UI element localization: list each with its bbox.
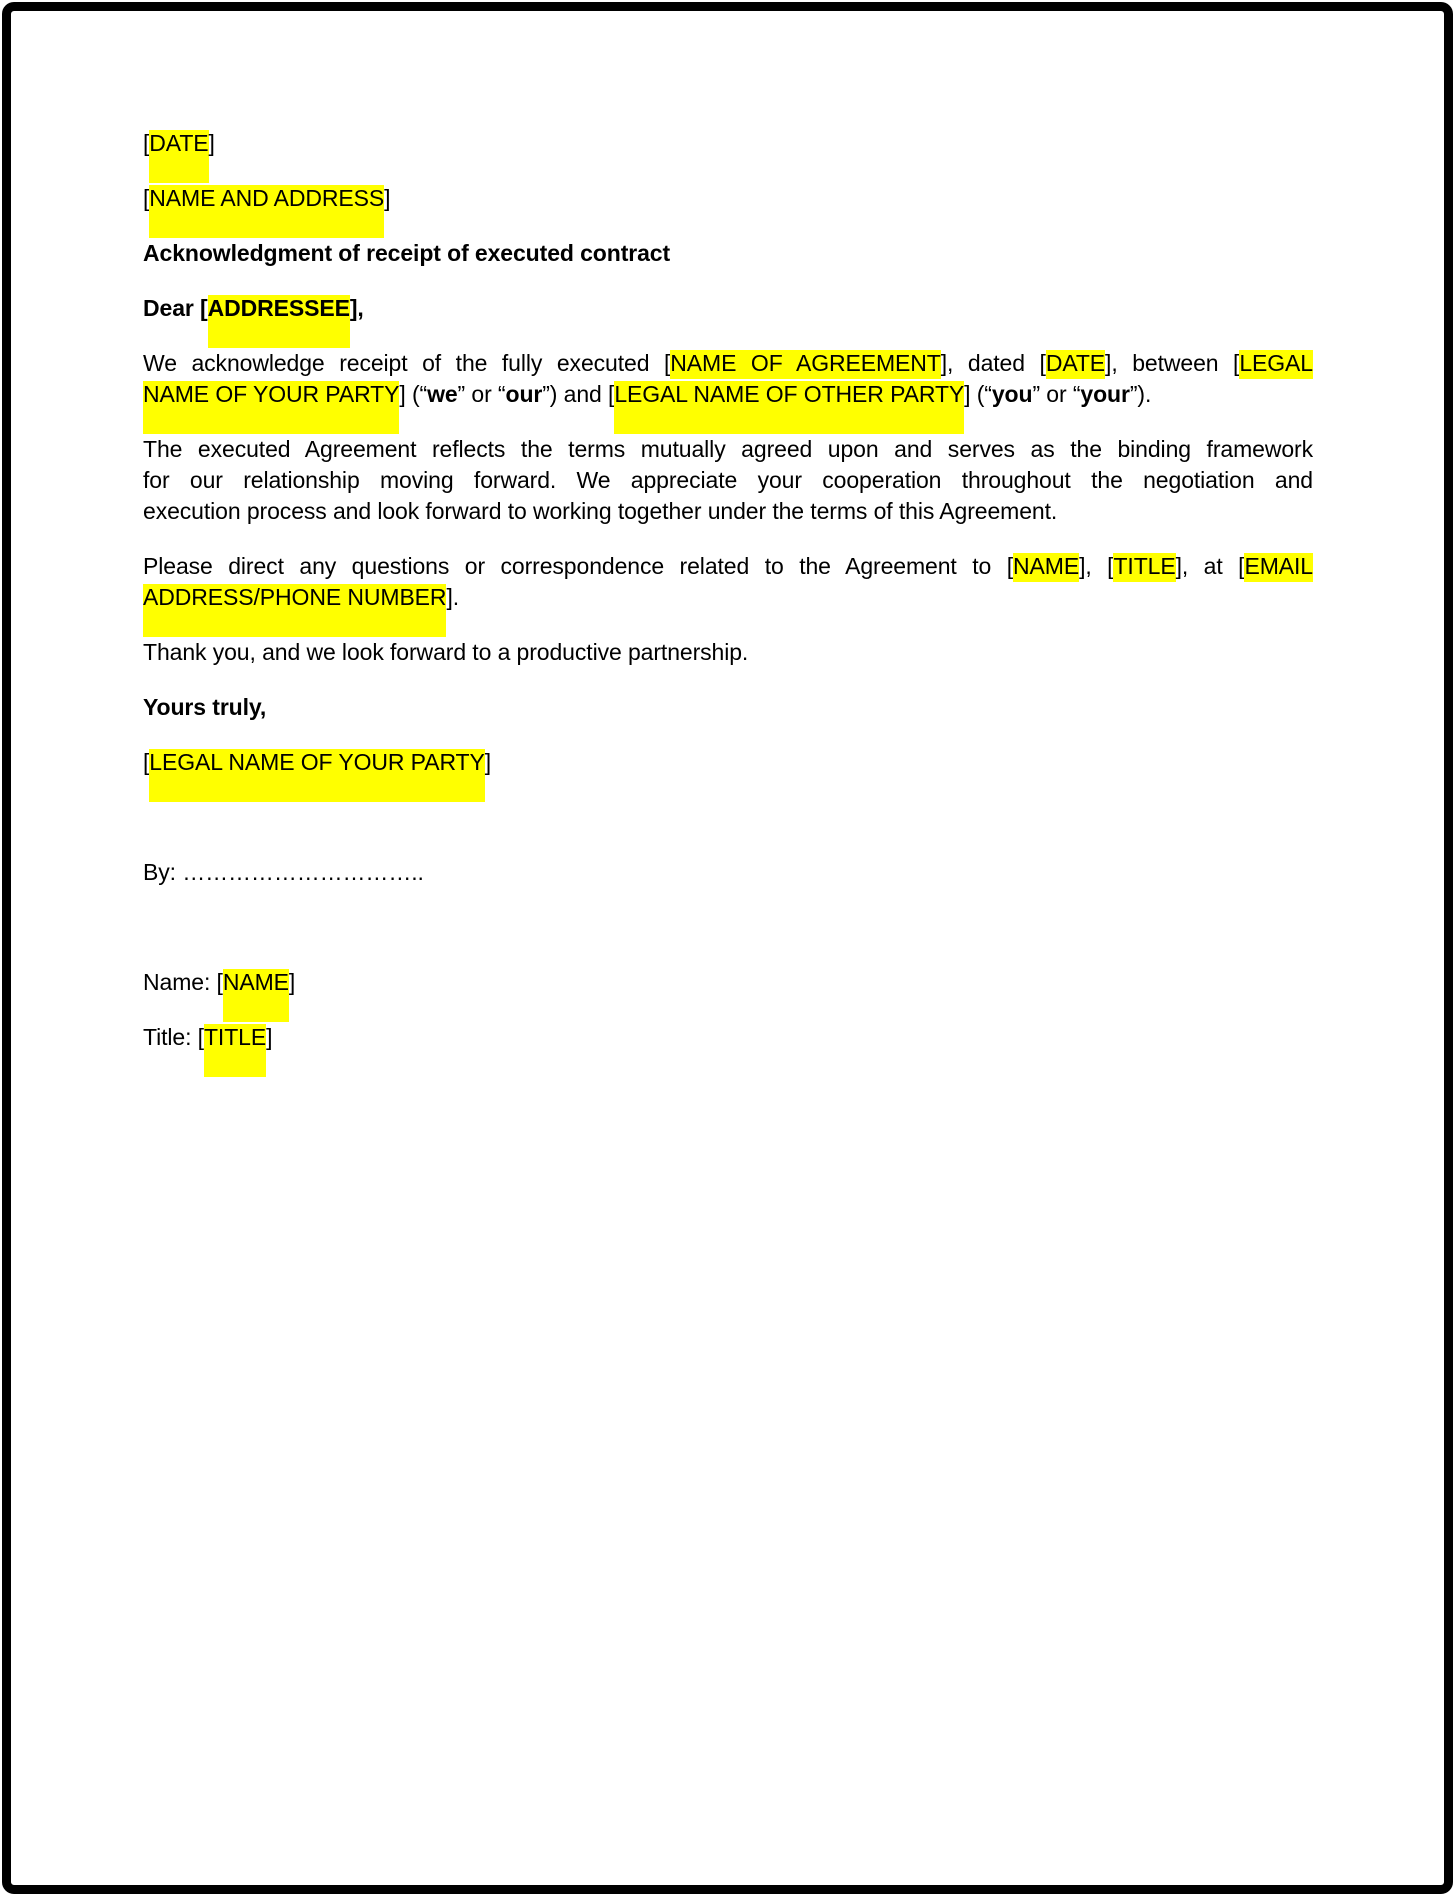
placeholder-highlight: TITLE — [204, 1024, 266, 1077]
text-segment: ] — [484, 749, 492, 775]
text-line — [143, 582, 1313, 613]
text-segment: ] — [208, 130, 215, 156]
salutation-line — [143, 293, 1313, 324]
text-line — [143, 293, 1313, 324]
text-segment: Please direct any questions or correspondence related to the Agreement to [ — [143, 553, 1014, 579]
placeholder-highlight: NAME OF YOUR PARTY — [143, 381, 399, 434]
text-segment: execution process and look forward to working together under the terms of this Agreement. — [143, 498, 1058, 524]
subject-line — [143, 238, 1313, 269]
text-segment: we — [427, 381, 458, 407]
text-segment: ] (“ — [964, 381, 992, 407]
text-line — [143, 912, 1313, 943]
text-line — [143, 637, 1313, 668]
text-segment: ] (“ — [399, 381, 428, 407]
placeholder-highlight: NAME — [223, 969, 289, 1022]
placeholder-highlight: EMAIL — [1244, 553, 1313, 582]
paragraph-acknowledgment — [143, 348, 1313, 410]
closing-line — [143, 692, 1313, 723]
text-segment: Thank you, and we look forward to a productive partnership. — [143, 639, 749, 665]
text-segment: The executed Agreement reflects the terms mutually agreed upon and serves as the binding framework — [143, 436, 1313, 462]
placeholder-highlight: NAME AND ADDRESS — [149, 185, 384, 238]
placeholder-highlight: ADDRESS/PHONE NUMBER — [143, 584, 446, 637]
placeholder-highlight: NAME OF AGREEMENT — [670, 350, 940, 379]
text-line — [143, 551, 1313, 582]
text-line — [143, 465, 1313, 496]
text-line — [143, 967, 1313, 998]
text-segment: Acknowledgment of receipt of executed contract — [143, 240, 671, 266]
placeholder-highlight: LEGAL NAME OF OTHER PARTY — [614, 381, 964, 434]
placeholder-highlight: LEGAL — [1239, 350, 1313, 379]
text-segment: your — [1080, 381, 1130, 407]
text-line — [143, 692, 1313, 723]
text-segment: ], between [ — [1105, 350, 1240, 376]
text-segment: ”) and [ — [542, 381, 615, 407]
text-segment: ] — [266, 1024, 273, 1050]
recipient-address-line — [143, 183, 1313, 214]
text-segment: ” or “ — [457, 381, 506, 407]
letter-body — [143, 128, 1313, 1077]
text-line — [143, 183, 1313, 214]
text-segment: ], [ — [1079, 553, 1114, 579]
text-segment: ]. — [446, 584, 460, 610]
text-segment: [ — [143, 749, 150, 775]
signature-company-line — [143, 747, 1313, 778]
text-segment: [ — [143, 185, 150, 211]
placeholder-highlight: DATE — [1046, 350, 1105, 379]
text-segment: [ — [143, 130, 150, 156]
text-line — [143, 348, 1313, 379]
text-segment: for our relationship moving forward. We appreciate your cooperation throughout the negotiation and — [143, 467, 1313, 493]
text-segment: you — [991, 381, 1033, 407]
spacer-line — [143, 802, 1313, 833]
paragraph-thanks — [143, 637, 1313, 668]
text-line — [143, 128, 1313, 159]
date-line — [143, 128, 1313, 159]
text-segment: We acknowledge receipt of the fully executed [ — [143, 350, 671, 376]
placeholder-highlight: ADDRESSEE — [208, 295, 350, 348]
text-line — [143, 434, 1313, 465]
text-line — [143, 379, 1313, 410]
text-segment: Name: [ — [143, 969, 223, 995]
text-segment: ” or “ — [1032, 381, 1081, 407]
text-line — [143, 1022, 1313, 1053]
text-segment: ”). — [1129, 381, 1152, 407]
text-line — [143, 238, 1313, 269]
text-segment: our — [505, 381, 543, 407]
text-segment: ], — [349, 295, 364, 321]
text-segment: Dear [ — [143, 295, 208, 321]
placeholder-highlight: LEGAL NAME OF YOUR PARTY — [149, 749, 484, 802]
text-line — [143, 802, 1313, 833]
text-segment: ] — [288, 969, 296, 995]
signature-title-line — [143, 1022, 1313, 1053]
paragraph-contact — [143, 551, 1313, 613]
text-line — [143, 496, 1313, 527]
signature-by-line — [143, 857, 1313, 888]
text-line — [143, 747, 1313, 778]
text-segment: ], dated [ — [940, 350, 1046, 376]
paragraph-terms — [143, 434, 1313, 527]
text-segment: By: ………………………….. — [143, 859, 424, 885]
text-segment: ], at [ — [1175, 553, 1245, 579]
text-segment: Yours truly, — [143, 694, 267, 720]
signature-name-line — [143, 967, 1313, 998]
placeholder-highlight: DATE — [149, 130, 208, 183]
text-segment: ] — [384, 185, 391, 211]
text-line — [143, 857, 1313, 888]
text-segment: Title: [ — [143, 1024, 204, 1050]
placeholder-highlight: NAME — [1013, 553, 1079, 582]
spacer-line — [143, 912, 1313, 943]
placeholder-highlight: TITLE — [1113, 553, 1175, 582]
